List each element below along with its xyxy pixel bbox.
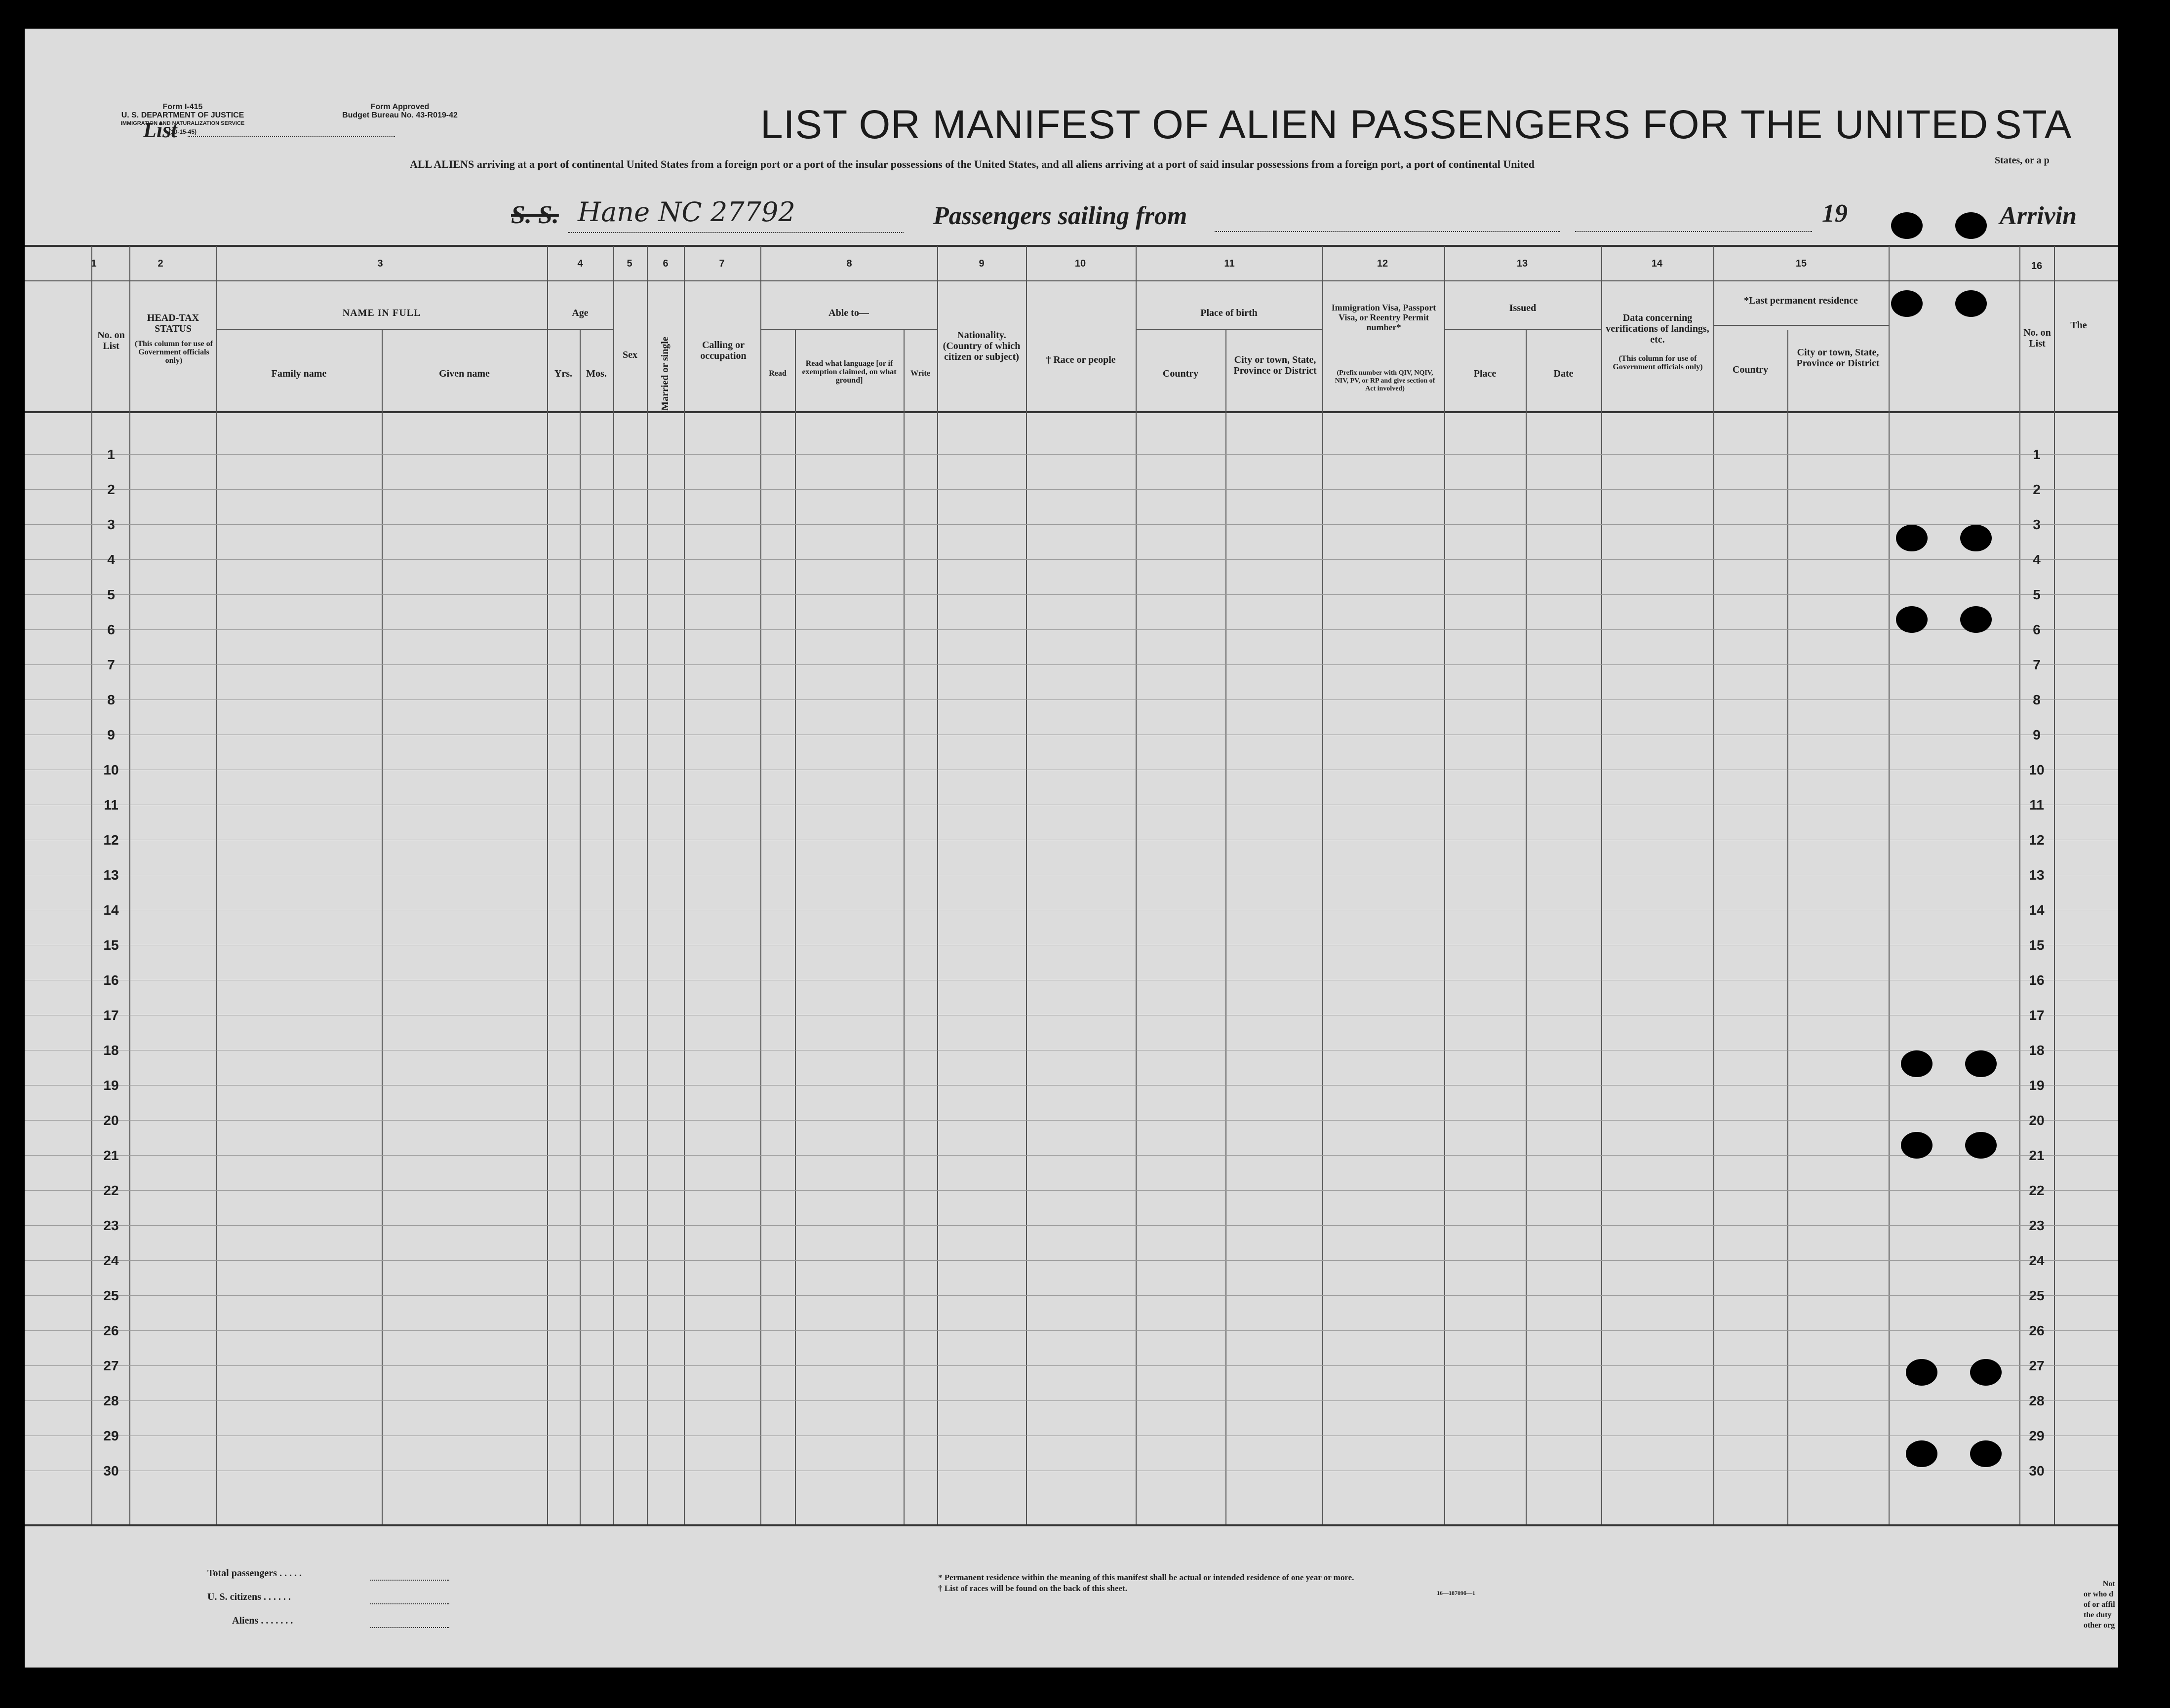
issued-sub-rule xyxy=(1444,329,1601,330)
row-number: 4 xyxy=(107,552,115,567)
colnum-rule xyxy=(25,280,2118,281)
row-number: 23 xyxy=(103,1218,119,1233)
form-info xyxy=(114,103,252,136)
row-number-right: 17 xyxy=(2029,1008,2045,1023)
birth-sub-rule xyxy=(1136,329,1322,330)
row-number-right: 19 xyxy=(2029,1078,2045,1093)
header-given-name: Given name xyxy=(439,368,490,379)
row-rule xyxy=(25,1155,2118,1156)
budget-number: Budget Bureau No. 43-R019-42 xyxy=(342,111,458,119)
col-number: 4 xyxy=(577,258,583,269)
right-note-line: the duty xyxy=(2084,1611,2112,1619)
col-number: 6 xyxy=(663,258,669,269)
header-bottom-rule xyxy=(25,411,2118,413)
header-mos: Mos. xyxy=(586,368,607,379)
vessel-name-handwriting: Hane NC 27792 xyxy=(578,196,795,228)
row-number-right: 30 xyxy=(2029,1463,2045,1478)
row-number: 15 xyxy=(103,937,119,953)
total-passengers-text: Total passengers xyxy=(207,1568,277,1579)
header-last-residence: *Last permanent residence xyxy=(1744,295,1858,306)
row-number: 6 xyxy=(107,622,115,637)
punch-hole xyxy=(1891,212,1923,239)
col-line xyxy=(129,246,130,1524)
punch-hole xyxy=(1906,1440,1937,1467)
header-no-on-list-right: No. on List xyxy=(2023,327,2051,349)
col-line xyxy=(580,330,581,1524)
row-number-right: 13 xyxy=(2029,867,2045,883)
col-line xyxy=(1322,246,1323,1524)
col-line xyxy=(684,246,685,1524)
row-number-right: 21 xyxy=(2029,1148,2045,1163)
row-number-right: 15 xyxy=(2029,937,2045,953)
name-sub-rule xyxy=(216,329,547,330)
header-col16-partial: The xyxy=(2070,320,2087,331)
right-page-note xyxy=(2084,1579,2115,1630)
ss-text: S. S. xyxy=(511,201,559,229)
row-number-right: 6 xyxy=(2033,622,2041,637)
header-residence-country: Country xyxy=(1732,364,1769,375)
punch-hole xyxy=(1955,212,1987,239)
header-age: Age xyxy=(572,308,589,318)
header-place: Place xyxy=(1473,368,1497,379)
row-number-right: 3 xyxy=(2033,517,2041,532)
right-note-line: of or affil xyxy=(2084,1600,2115,1609)
row-rule xyxy=(25,664,2118,665)
row-number: 16 xyxy=(103,972,119,988)
col-line xyxy=(937,246,938,1524)
sailing-line-1 xyxy=(1215,231,1560,232)
print-code: 16—18709б—1 xyxy=(1437,1590,1475,1596)
row-rule xyxy=(25,1295,2118,1296)
page-title-continued: STA xyxy=(1995,102,2072,147)
right-note-line: other org xyxy=(2084,1621,2115,1630)
row-number: 18 xyxy=(103,1043,119,1058)
row-number-right: 1 xyxy=(2033,447,2041,462)
row-number-right: 16 xyxy=(2029,972,2045,988)
row-number: 24 xyxy=(103,1253,119,1268)
form-id: Form I-415 xyxy=(162,103,203,111)
col-number: 13 xyxy=(1516,258,1528,269)
header-write: Write xyxy=(910,369,930,378)
header-read-language: Read what language [or if exemption claimed, on what ground] xyxy=(802,359,897,385)
row-number-right: 29 xyxy=(2029,1428,2045,1443)
header-issued: Issued xyxy=(1509,303,1537,313)
row-rule xyxy=(25,629,2118,630)
table-bottom-rule xyxy=(25,1524,2118,1526)
col-line xyxy=(1136,246,1137,1524)
header-yrs: Yrs. xyxy=(554,368,573,379)
ss-label xyxy=(511,200,559,230)
row-rule xyxy=(25,1365,2118,1366)
col-line xyxy=(1225,330,1226,1524)
header-place-of-birth: Place of birth xyxy=(1200,308,1258,318)
punch-hole xyxy=(1901,1050,1933,1077)
row-number-right: 23 xyxy=(2029,1218,2045,1233)
punch-hole xyxy=(1970,1359,2002,1386)
department: U. S. DEPARTMENT OF JUSTICE xyxy=(121,111,244,119)
footnote-races: † List of races will be found on the back of this sheet. xyxy=(938,1584,1127,1593)
row-rule xyxy=(25,1225,2118,1226)
row-number: 17 xyxy=(103,1008,119,1023)
col-number: 14 xyxy=(1651,258,1663,269)
row-number: 9 xyxy=(107,727,115,742)
row-number: 12 xyxy=(103,832,119,848)
col-line xyxy=(1444,246,1445,1524)
header-read: Read xyxy=(769,369,787,378)
row-rule xyxy=(25,1330,2118,1331)
header-name-in-full: NAME IN FULL xyxy=(342,308,421,318)
service: IMMIGRATION AND NATURALIZATION SERVICE xyxy=(120,120,245,126)
header-able-to: Able to— xyxy=(829,308,869,318)
punch-hole xyxy=(1896,606,1928,633)
header-race: † Race or people xyxy=(1046,354,1116,365)
total-passengers-line xyxy=(370,1580,449,1581)
total-passengers-label: Total passengers . . . . . xyxy=(207,1568,302,1579)
row-number-right: 18 xyxy=(2029,1043,2045,1058)
header-date: Date xyxy=(1553,368,1574,379)
row-number-right: 4 xyxy=(2033,552,2041,567)
right-note-line: or who d xyxy=(2084,1590,2114,1598)
punch-hole xyxy=(1906,1359,1937,1386)
row-number: 21 xyxy=(103,1148,119,1163)
col-number: 15 xyxy=(1795,258,1807,269)
row-number: 1 xyxy=(107,447,115,462)
col-line xyxy=(613,246,614,1524)
col-line xyxy=(547,246,548,1524)
row-number: 11 xyxy=(104,797,118,813)
col-number: 3 xyxy=(377,258,383,269)
col-number: 12 xyxy=(1377,258,1388,269)
us-citizens-line xyxy=(370,1603,449,1604)
header-family-name: Family name xyxy=(271,368,327,379)
col-line xyxy=(647,246,648,1524)
us-citizens-label: U. S. citizens . . . . . . xyxy=(207,1592,291,1602)
row-number: 30 xyxy=(103,1463,119,1478)
punch-hole xyxy=(1965,1050,1997,1077)
row-number: 22 xyxy=(103,1183,119,1198)
punch-hole xyxy=(1965,1132,1997,1159)
revision: (10-15-45) xyxy=(168,128,197,135)
row-number: 25 xyxy=(103,1288,119,1303)
age-sub-rule xyxy=(547,329,613,330)
header-residence-city: City or town, State, Province or District xyxy=(1796,347,1880,369)
row-number: 19 xyxy=(103,1078,119,1093)
col-line xyxy=(1526,330,1527,1524)
row-number-right: 8 xyxy=(2033,692,2041,707)
header-no-on-list: No. on List xyxy=(97,330,125,351)
row-number-right: 26 xyxy=(2029,1323,2045,1338)
row-number: 2 xyxy=(107,482,115,497)
arriving-label: Arrivin xyxy=(2000,202,2077,230)
col-number: 10 xyxy=(1074,258,1086,269)
col-number: 8 xyxy=(846,258,852,269)
row-number: 10 xyxy=(103,762,119,777)
us-citizens-text: U. S. citizens xyxy=(207,1592,261,1602)
row-rule xyxy=(25,594,2118,595)
header-married: Married or single xyxy=(660,337,671,411)
row-rule xyxy=(25,559,2118,560)
punch-hole xyxy=(1970,1440,2002,1467)
header-country: Country xyxy=(1162,368,1199,379)
row-number-right: 24 xyxy=(2029,1253,2045,1268)
row-rule xyxy=(25,489,2118,490)
col-line xyxy=(1026,246,1027,1524)
col-line xyxy=(1601,246,1602,1524)
row-number: 20 xyxy=(103,1113,119,1128)
row-number-right: 28 xyxy=(2029,1393,2045,1408)
row-number-right: 9 xyxy=(2033,727,2041,742)
col-line xyxy=(382,330,383,1524)
row-number-right: 25 xyxy=(2029,1288,2045,1303)
col-number: 9 xyxy=(979,258,985,269)
able-sub-rule xyxy=(760,329,937,330)
year-prefix: 19 xyxy=(1822,199,1848,228)
col-number: 16 xyxy=(2031,261,2043,272)
col-number: 7 xyxy=(719,258,725,269)
header-city: City or town, State, Province or District xyxy=(1233,354,1317,376)
header-visa-note: (Prefix number with QIV, NQIV, NIV, PV, or RP and give section of Act involved) xyxy=(1335,369,1435,392)
row-number: 5 xyxy=(107,587,115,602)
sailing-line-2 xyxy=(1575,231,1812,232)
table-top-rule xyxy=(25,245,2118,247)
col-line xyxy=(760,246,761,1524)
header-data-concerning: Data concerning verifications of landings, etc. xyxy=(1606,312,1709,345)
aliens-label: Aliens . . . . . . . xyxy=(232,1615,293,1626)
aliens-line xyxy=(370,1627,449,1628)
row-number: 8 xyxy=(107,692,115,707)
col-line xyxy=(1713,246,1714,1524)
punch-hole xyxy=(1891,290,1923,317)
header-head-tax: HEAD-TAX STATUS xyxy=(147,312,199,334)
row-number: 27 xyxy=(103,1358,119,1373)
row-number-right: 20 xyxy=(2029,1113,2045,1128)
row-number: 14 xyxy=(103,902,119,918)
header-visa: Immigration Visa, Passport Visa, or Reentry Permit number* xyxy=(1331,303,1436,332)
row-rule xyxy=(25,454,2118,455)
row-number-right: 2 xyxy=(2033,482,2041,497)
aliens-text: Aliens xyxy=(232,1615,259,1626)
row-number-right: 10 xyxy=(2029,762,2045,777)
row-number: 28 xyxy=(103,1393,119,1408)
form-approved: Form Approved xyxy=(370,103,430,111)
page-title: LIST OR MANIFEST OF ALIEN PASSENGERS FOR THE UNITED xyxy=(760,102,1989,147)
punch-hole xyxy=(1955,290,1987,317)
row-number: 29 xyxy=(103,1428,119,1443)
punch-hole xyxy=(1960,525,1992,551)
row-number: 13 xyxy=(103,867,119,883)
col-line xyxy=(1787,330,1788,1524)
punch-hole xyxy=(1901,1132,1933,1159)
header-head-tax-note: (This column for use of Government officials only) xyxy=(135,340,213,365)
col-line xyxy=(216,246,217,1524)
col-line xyxy=(91,246,92,1524)
header-data-note: (This column for use of Government officials only) xyxy=(1613,354,1703,371)
punch-hole xyxy=(1960,606,1992,633)
sailing-label: Passengers sailing from xyxy=(933,202,1187,230)
row-number-right: 14 xyxy=(2029,902,2045,918)
header-calling: Calling or occupation xyxy=(700,340,747,361)
row-rule xyxy=(25,1120,2118,1121)
col-line xyxy=(2019,246,2020,1524)
manifest-sheet xyxy=(25,29,2118,1668)
row-rule xyxy=(25,1190,2118,1191)
row-rule xyxy=(25,1085,2118,1086)
row-number-right: 11 xyxy=(2029,797,2044,813)
footnote-residence: * Permanent residence within the meaning of this manifest shall be actual or intended residence of one year or more. xyxy=(938,1573,1354,1582)
row-number-right: 5 xyxy=(2033,587,2041,602)
row-number: 26 xyxy=(103,1323,119,1338)
col-line xyxy=(795,330,796,1524)
right-note-line: Not xyxy=(2102,1580,2115,1588)
row-rule xyxy=(25,1260,2118,1261)
row-rule xyxy=(25,524,2118,525)
col-line xyxy=(1889,246,1890,1524)
row-number-right: 22 xyxy=(2029,1183,2045,1198)
col-number: 2 xyxy=(158,258,163,269)
row-rule xyxy=(25,1400,2118,1401)
form-approval xyxy=(336,103,464,119)
residence-sub-rule xyxy=(1713,325,1889,326)
row-number-right: 7 xyxy=(2033,657,2041,672)
subtitle: ALL ALIENS arriving at a port of continental United States from a foreign port or a port of the insular possessions of the United States, and all aliens arriving at a port of said insular possessions from a foreign port, a port of continental United xyxy=(410,158,1535,170)
col-number: 1 xyxy=(91,258,97,269)
punch-hole xyxy=(1896,525,1928,551)
col-number: 11 xyxy=(1224,258,1235,269)
subtitle-continued: States, or a p xyxy=(1995,155,2050,166)
row-rule xyxy=(25,699,2118,700)
header-sex: Sex xyxy=(623,349,637,360)
row-number: 3 xyxy=(107,517,115,532)
col-number: 5 xyxy=(627,258,632,269)
list-line xyxy=(188,136,395,137)
row-number-right: 12 xyxy=(2029,832,2045,848)
row-number-right: 27 xyxy=(2029,1358,2045,1373)
vessel-name-line xyxy=(568,232,904,233)
col-line xyxy=(2054,246,2055,1524)
list-label: List xyxy=(143,118,177,142)
col-line xyxy=(904,330,905,1524)
header-nationality: Nationality. (Country of which citizen or subject) xyxy=(943,330,1021,362)
row-number: 7 xyxy=(107,657,115,672)
